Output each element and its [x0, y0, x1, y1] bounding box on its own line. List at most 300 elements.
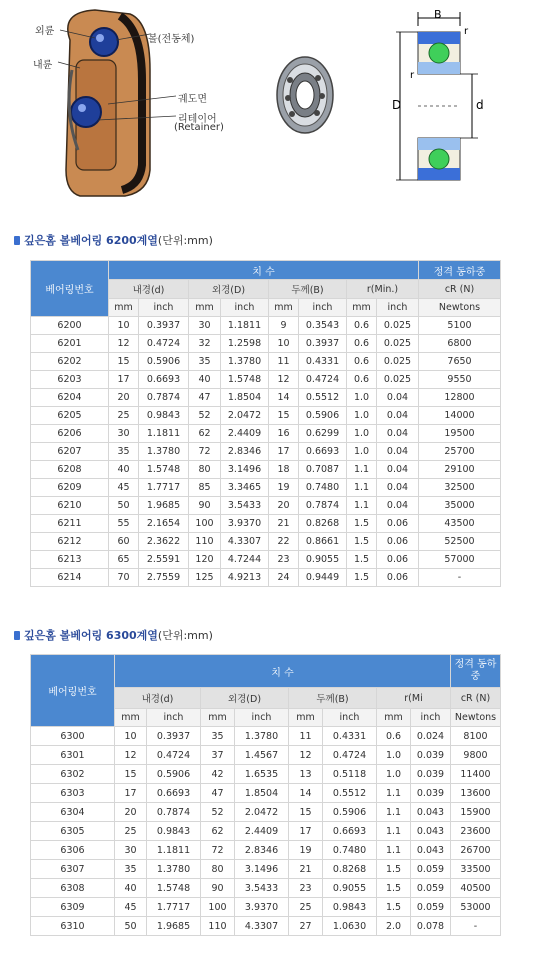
table-cell: 1.5 [377, 879, 411, 898]
table-cell: 1.3780 [221, 353, 269, 371]
table-row [31, 533, 501, 551]
table-cell: 6800 [419, 335, 501, 353]
table-cell: 6209 [31, 479, 109, 497]
table-cell: 0.04 [377, 461, 419, 479]
table-cell: 0.025 [377, 317, 419, 335]
table-cell: 14 [269, 389, 299, 407]
table-cell: 0.5906 [299, 407, 347, 425]
table-cell: 17 [269, 443, 299, 461]
table-cell: 9800 [451, 746, 501, 765]
table-cell: 32500 [419, 479, 501, 497]
table-cell: 14000 [419, 407, 501, 425]
unit-mm: mm [189, 299, 221, 317]
table-cell: 2.0472 [235, 803, 289, 822]
table-cell: 6210 [31, 497, 109, 515]
table-cell: 40 [189, 371, 221, 389]
table-cell: 0.5118 [323, 765, 377, 784]
table-cell: 30 [109, 425, 139, 443]
table-cell: 15 [269, 407, 299, 425]
table-cell: 80 [201, 860, 235, 879]
table-cell: 1.7717 [147, 898, 201, 917]
table-cell: 5100 [419, 317, 501, 335]
table-cell: 32 [189, 335, 221, 353]
table-cell: 1.1 [377, 784, 411, 803]
table-cell: 0.04 [377, 407, 419, 425]
table-cell: 47 [201, 784, 235, 803]
table-cell: 1.0 [347, 389, 377, 407]
table-cell: 55 [109, 515, 139, 533]
table-cell: 6204 [31, 389, 109, 407]
header-dimensions: 치 수 [115, 655, 451, 688]
table-cell: 4.9213 [221, 569, 269, 587]
table-row [31, 551, 501, 569]
table-cell: 50 [115, 917, 147, 936]
table-cell: 60 [109, 533, 139, 551]
table-cell: 0.025 [377, 371, 419, 389]
table-cell: 19 [289, 841, 323, 860]
table-cell: 0.039 [411, 746, 451, 765]
dim-r-label-top: r [464, 26, 469, 37]
table-cell: 52 [189, 407, 221, 425]
table-cell: 33500 [451, 860, 501, 879]
table-cell: 35 [115, 860, 147, 879]
table-cell: 6306 [31, 841, 115, 860]
table-cell: 6202 [31, 353, 109, 371]
table-cell: 21 [289, 860, 323, 879]
table-cell: 0.04 [377, 479, 419, 497]
table-cell: 6308 [31, 879, 115, 898]
table-cell: 35 [201, 727, 235, 746]
table-row [31, 765, 501, 784]
table-row [31, 497, 501, 515]
table-cell: 25 [115, 822, 147, 841]
table-cell: 10 [109, 317, 139, 335]
table-cell: 12 [115, 746, 147, 765]
table-cell: 15 [109, 353, 139, 371]
header-outer-diameter: 외경(D) [201, 688, 289, 709]
unit-mm: mm [289, 709, 323, 727]
table-cell: 14 [289, 784, 323, 803]
table-cell: 0.9843 [147, 822, 201, 841]
table-cell: 1.2598 [221, 335, 269, 353]
table-row [31, 515, 501, 533]
label-outer-ring: 외륜 [35, 26, 55, 37]
table-cell: 35 [109, 443, 139, 461]
table-cell: 6211 [31, 515, 109, 533]
table-row [31, 461, 501, 479]
table-cell: 0.8268 [323, 860, 377, 879]
table-cell: 53000 [451, 898, 501, 917]
table-cell: 6310 [31, 917, 115, 936]
table-cell: 6203 [31, 371, 109, 389]
table-cell: 0.043 [411, 803, 451, 822]
table-cell: 4.7244 [221, 551, 269, 569]
table-cell: 11 [269, 353, 299, 371]
unit-inch: inch [147, 709, 201, 727]
table-cell: 0.3937 [139, 317, 189, 335]
table-cell: 9550 [419, 371, 501, 389]
table-cell: 43500 [419, 515, 501, 533]
table-cell: 47 [189, 389, 221, 407]
table-row [31, 317, 501, 335]
bearing-photo [270, 50, 340, 140]
table-cell: 15900 [451, 803, 501, 822]
series-6200-body [31, 317, 501, 587]
label-retainer-en: (Retainer) [174, 122, 224, 133]
table-cell: 0.3937 [299, 335, 347, 353]
table-cell: 23 [289, 879, 323, 898]
table-cell: 25700 [419, 443, 501, 461]
table-cell: 35000 [419, 497, 501, 515]
header-dimensions: 치 수 [109, 261, 419, 280]
header-cr: cR (N) [451, 688, 501, 709]
table-cell: 1.5 [347, 533, 377, 551]
table-cell: 0.4724 [139, 335, 189, 353]
table-cell: 1.5 [377, 898, 411, 917]
table-cell: 0.3543 [299, 317, 347, 335]
table-cell: 0.025 [377, 353, 419, 371]
table-cell: 1.0 [347, 425, 377, 443]
table-cell: 0.9843 [323, 898, 377, 917]
table-cell: 20 [109, 389, 139, 407]
table-cell: 35 [189, 353, 221, 371]
table-cell: 1.4567 [235, 746, 289, 765]
header-bearing-no: 베어링번호 [31, 261, 109, 317]
table-cell: 3.1496 [235, 860, 289, 879]
table-cell: 1.5 [347, 515, 377, 533]
table-cell: 2.4409 [235, 822, 289, 841]
table-cell: 12 [109, 335, 139, 353]
dim-outer-diameter-label: D [392, 98, 402, 112]
table-row [31, 727, 501, 746]
table-cell: - [451, 917, 501, 936]
header-r-min: r(Mi [377, 688, 451, 709]
table-cell: 6207 [31, 443, 109, 461]
table-row [31, 407, 501, 425]
series-6300-title [14, 627, 213, 643]
label-retainer: 리테이어 [178, 114, 217, 125]
table-cell: 65 [109, 551, 139, 569]
table-cell: 15 [289, 803, 323, 822]
bearing-dimension-diagram [388, 4, 488, 184]
header-bore: 내경(d) [115, 688, 201, 709]
table-cell: 70 [109, 569, 139, 587]
table-cell: 6212 [31, 533, 109, 551]
table-cell: - [419, 569, 501, 587]
table-cell: 1.1 [347, 479, 377, 497]
table-row [31, 569, 501, 587]
table-cell: 0.6693 [139, 371, 189, 389]
table-cell: 40 [109, 461, 139, 479]
header-cr: cR (N) [419, 280, 501, 299]
series-6300-table [30, 654, 501, 936]
table-cell: 0.4331 [323, 727, 377, 746]
table-cell: 1.8504 [235, 784, 289, 803]
table-cell: 16 [269, 425, 299, 443]
table-cell: 1.8504 [221, 389, 269, 407]
table-cell: 100 [201, 898, 235, 917]
table-cell: 0.039 [411, 784, 451, 803]
table-cell: 0.04 [377, 389, 419, 407]
table-cell: 0.059 [411, 898, 451, 917]
table-cell: 0.6 [347, 353, 377, 371]
table-cell: 25 [289, 898, 323, 917]
table-cell: 8100 [451, 727, 501, 746]
table-cell: 1.0 [347, 407, 377, 425]
table-cell: 9 [269, 317, 299, 335]
table-cell: 6305 [31, 822, 115, 841]
series-6200-title-text: 깊은홈 볼베어링 6200계열 [24, 234, 158, 247]
table-cell: 15 [115, 765, 147, 784]
unit-inch: inch [139, 299, 189, 317]
table-cell: 0.4331 [299, 353, 347, 371]
table-cell: 29100 [419, 461, 501, 479]
table-cell: 2.0 [377, 917, 411, 936]
table-cell: 3.9370 [235, 898, 289, 917]
unit-mm: mm [201, 709, 235, 727]
table-cell: 3.1496 [221, 461, 269, 479]
table-cell: 13 [289, 765, 323, 784]
table-cell: 2.4409 [221, 425, 269, 443]
table-cell: 0.7087 [299, 461, 347, 479]
table-cell: 2.8346 [221, 443, 269, 461]
unit-mm: mm [115, 709, 147, 727]
table-row [31, 803, 501, 822]
table-cell: 1.3780 [139, 443, 189, 461]
table-cell: 1.3780 [147, 860, 201, 879]
table-cell: 2.8346 [235, 841, 289, 860]
table-cell: 1.7717 [139, 479, 189, 497]
table-cell: 3.5433 [221, 497, 269, 515]
table-cell: 6302 [31, 765, 115, 784]
table-cell: 1.5748 [139, 461, 189, 479]
table-cell: 1.0 [347, 443, 377, 461]
table-row [31, 879, 501, 898]
table-cell: 17 [109, 371, 139, 389]
table-cell: 45 [109, 479, 139, 497]
table-cell: 0.024 [411, 727, 451, 746]
table-cell: 0.9055 [299, 551, 347, 569]
table-cell: 17 [115, 784, 147, 803]
label-inner-ring: 내륜 [33, 60, 53, 71]
header-width: 두께(B) [269, 280, 347, 299]
table-cell: 110 [189, 533, 221, 551]
table-cell: 0.5906 [139, 353, 189, 371]
table-cell: 2.0472 [221, 407, 269, 425]
table-cell: 0.5906 [323, 803, 377, 822]
table-cell: 110 [201, 917, 235, 936]
table-cell: 0.6693 [323, 822, 377, 841]
unit-newtons: Newtons [451, 709, 501, 727]
table-cell: 0.9449 [299, 569, 347, 587]
unit-mm: mm [109, 299, 139, 317]
table-cell: 12 [289, 746, 323, 765]
table-row [31, 898, 501, 917]
table-cell: 62 [201, 822, 235, 841]
table-cell: 22 [269, 533, 299, 551]
table-row [31, 443, 501, 461]
table-row [31, 479, 501, 497]
table-cell: 12800 [419, 389, 501, 407]
table-cell: 0.059 [411, 879, 451, 898]
header-r-min: r(Min.) [347, 280, 419, 299]
table-cell: 1.1811 [139, 425, 189, 443]
table-cell: 0.059 [411, 860, 451, 879]
table-cell: 6300 [31, 727, 115, 746]
table-cell: 23600 [451, 822, 501, 841]
header-width: 두께(B) [289, 688, 377, 709]
table-cell: 0.6 [347, 371, 377, 389]
table-cell: 0.04 [377, 443, 419, 461]
table-cell: 6304 [31, 803, 115, 822]
table-cell: 1.1 [347, 497, 377, 515]
table-cell: 100 [189, 515, 221, 533]
unit-inch: inch [235, 709, 289, 727]
table-cell: 52500 [419, 533, 501, 551]
table-cell: 40 [115, 879, 147, 898]
table-cell: 23 [269, 551, 299, 569]
table-cell: 0.06 [377, 515, 419, 533]
table-cell: 0.6299 [299, 425, 347, 443]
table-cell: 62 [189, 425, 221, 443]
table-cell: 19 [269, 479, 299, 497]
table-cell: 1.1 [347, 461, 377, 479]
table-cell: 0.7480 [323, 841, 377, 860]
series-6300-body [31, 727, 501, 936]
header-rating: 정격 동하중 [419, 261, 501, 280]
table-row [31, 822, 501, 841]
table-cell: 6214 [31, 569, 109, 587]
table-cell: 12 [269, 371, 299, 389]
table-cell: 0.06 [377, 533, 419, 551]
table-cell: 0.5512 [323, 784, 377, 803]
table-cell: 6206 [31, 425, 109, 443]
table-cell: 45 [115, 898, 147, 917]
table-cell: 1.9685 [139, 497, 189, 515]
table-cell: 1.5 [347, 569, 377, 587]
table-cell: 1.3780 [235, 727, 289, 746]
table-row [31, 860, 501, 879]
table-cell: 0.4724 [323, 746, 377, 765]
series-6200-unit: (단위:mm) [157, 234, 213, 247]
table-cell: 0.6 [377, 727, 411, 746]
table-cell: 4.3307 [235, 917, 289, 936]
table-cell: 72 [201, 841, 235, 860]
table-cell: 0.5906 [147, 765, 201, 784]
unit-inch: inch [221, 299, 269, 317]
series-6200-table [30, 260, 501, 587]
table-cell: 0.7874 [147, 803, 201, 822]
table-cell: 13600 [451, 784, 501, 803]
table-row [31, 353, 501, 371]
unit-newtons: Newtons [419, 299, 501, 317]
table-cell: 3.9370 [221, 515, 269, 533]
label-ball: 볼(전동체) [148, 34, 195, 45]
table-cell: 27 [289, 917, 323, 936]
table-cell: 3.5433 [235, 879, 289, 898]
table-cell: 0.7874 [299, 497, 347, 515]
table-cell: 0.6693 [299, 443, 347, 461]
table-cell: 0.06 [377, 569, 419, 587]
table-cell: 1.5 [377, 860, 411, 879]
table-cell: 21 [269, 515, 299, 533]
table-cell: 26700 [451, 841, 501, 860]
bullet-icon [14, 631, 20, 640]
table-cell: 4.3307 [221, 533, 269, 551]
table-cell: 0.7874 [139, 389, 189, 407]
table-cell: 42 [201, 765, 235, 784]
table-cell: 6307 [31, 860, 115, 879]
table-cell: 85 [189, 479, 221, 497]
header-outer-diameter: 외경(D) [189, 280, 269, 299]
table-cell: 1.1 [377, 841, 411, 860]
label-raceway: 궤도면 [178, 94, 207, 105]
table-cell: 2.7559 [139, 569, 189, 587]
table-cell: 1.5 [347, 551, 377, 569]
unit-inch: inch [411, 709, 451, 727]
table-cell: 7650 [419, 353, 501, 371]
series-6200-title [14, 232, 213, 248]
table-cell: 0.078 [411, 917, 451, 936]
table-cell: 19500 [419, 425, 501, 443]
table-cell: 120 [189, 551, 221, 569]
table-cell: 11 [289, 727, 323, 746]
table-cell: 0.04 [377, 425, 419, 443]
table-cell: 1.9685 [147, 917, 201, 936]
series-6300-unit: (단위:mm) [157, 629, 213, 642]
table-cell: 25 [109, 407, 139, 425]
unit-inch: inch [299, 299, 347, 317]
table-row [31, 784, 501, 803]
table-cell: 0.3937 [147, 727, 201, 746]
table-cell: 50 [109, 497, 139, 515]
table-cell: 18 [269, 461, 299, 479]
unit-mm: mm [377, 709, 411, 727]
table-cell: 1.5748 [221, 371, 269, 389]
table-cell: 2.5591 [139, 551, 189, 569]
unit-inch: inch [377, 299, 419, 317]
table-cell: 6205 [31, 407, 109, 425]
table-cell: 0.039 [411, 765, 451, 784]
table-cell: 52 [201, 803, 235, 822]
header-bore: 내경(d) [109, 280, 189, 299]
table-row [31, 841, 501, 860]
table-cell: 0.06 [377, 551, 419, 569]
table-cell: 1.0 [377, 746, 411, 765]
table-cell: 6309 [31, 898, 115, 917]
table-cell: 6213 [31, 551, 109, 569]
unit-mm: mm [347, 299, 377, 317]
table-cell: 0.025 [377, 335, 419, 353]
table-cell: 1.6535 [235, 765, 289, 784]
table-row [31, 917, 501, 936]
dim-b-label: B [434, 8, 442, 21]
table-cell: 1.0630 [323, 917, 377, 936]
table-cell: 40500 [451, 879, 501, 898]
table-cell: 57000 [419, 551, 501, 569]
header-rating: 정격 동하중 [451, 655, 501, 688]
table-cell: 90 [189, 497, 221, 515]
table-cell: 10 [115, 727, 147, 746]
table-cell: 6201 [31, 335, 109, 353]
table-cell: 125 [189, 569, 221, 587]
table-cell: 6208 [31, 461, 109, 479]
unit-mm: mm [269, 299, 299, 317]
table-cell: 6200 [31, 317, 109, 335]
table-cell: 0.8268 [299, 515, 347, 533]
table-cell: 20 [115, 803, 147, 822]
table-cell: 0.5512 [299, 389, 347, 407]
